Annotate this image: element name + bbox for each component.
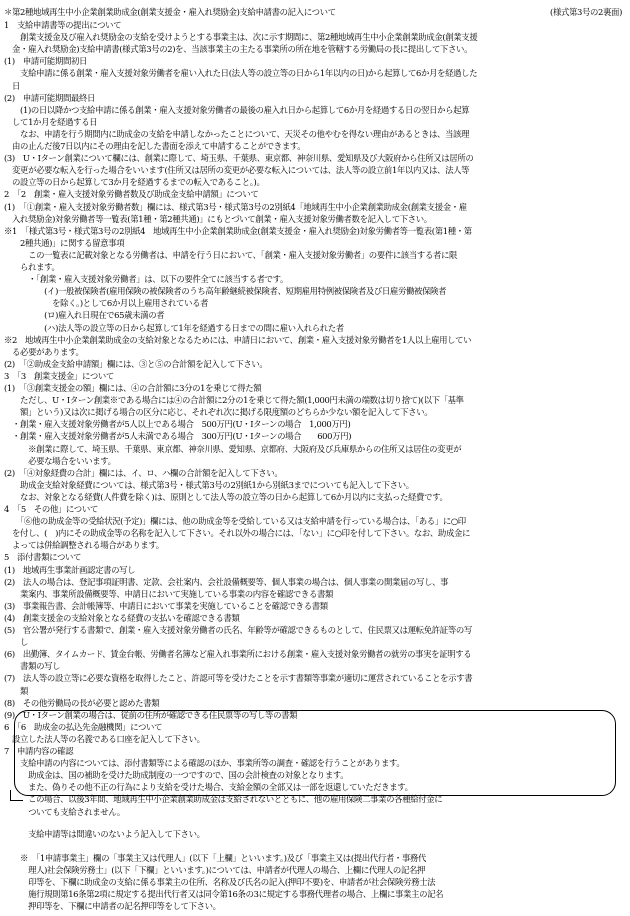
text-line: ・創業・雇入支援対象労働者が5人未満である場合 300万円(U・Iターンの場合 600万円) <box>4 431 352 442</box>
text-line: 業案内、事業所設備概要等、申請日において実施している事業の内容を確認できる書類 <box>4 588 334 599</box>
text-line: (1) 「③創業支援金の額」欄には、④の合計額に3分の1を乗じて得た額 <box>4 383 262 393</box>
text-line: 印等を、下欄に助成金の支給に係る事業主の住所、名称及び氏名の記入(押印不要)を、申請者が社会保険労務士法 <box>4 876 436 887</box>
text-line: ただし、U・Iターン創業※である場合には④の合計額に2分の1を乗じて得た額(1,000円未満の端数は切り捨て)(以下「基準 <box>4 395 464 406</box>
text-line: 由の止んだ後7日以内にその理由を記した書面を添えて申請することができます。 <box>4 141 306 151</box>
text-line: の設立等の日から起算して3か月を経過するまでの転入であること。)。 <box>4 177 265 188</box>
text-line: 類 <box>4 685 29 696</box>
text-line: (イ)一般被保険者(雇用保険の被保険者のうち高年齢継続被保険者、短期雇用特例被保険者及び日雇労働被保険者 <box>4 286 447 297</box>
text-line: 設立した法人等の名義である口座を記入して下さい。 <box>4 733 205 744</box>
text-line: 入れ奨励金)対象労働者等一覧表(第1種・第2種共通)」にもとづいて創業・雇入支援対象労働者数を記入して下さい。 <box>4 213 432 224</box>
text-line: この一覧表に記載対象となる労働者は、申請を行う日において、「創業・雇入支援対象労働者」の要件に該当する者に限 <box>4 249 458 260</box>
text-line: 施行規則第16条第2項に規定する提出代行者又は同令第16条の3に規定する事務代理者の場合、上欄に事業主の記名 <box>4 889 444 899</box>
text-line: 助成金支給対象経費については、様式第3号・様式第3号の2別紙1から別紙3までについても記入して下さい。 <box>4 479 414 490</box>
text-line: 支給申請に係る創業・雇入支援対象労働者を雇い入れた日(法人等の設立等の日から1年以内の日)から起算して6か月を経過した <box>4 68 478 79</box>
text-line: して1か月を経過する日 <box>4 116 98 127</box>
text-line: この場合、以後3年間、地域再生中小企業創業助成金は支給されないとともに、他の雇用保険二事業の各種給付金に <box>4 794 443 805</box>
text-line: 理人)社会保険労務士」(以下「下欄」といいます。)については、申請者が代理人の場合、上欄に代理人の記名押 <box>4 864 426 875</box>
text-line: 2 「2 創業・雇入支援対象労働者数及び助成金支給申請額」について <box>4 189 259 200</box>
text-line: (2) 申請可能期間最終日 <box>4 92 96 103</box>
text-line: られます。 <box>4 262 60 272</box>
text-line: (7) 法人等の設立等に必要な資格を取得したこと、許認可等を受けたことを示す書類等事業が適切に運営されていることを示す書 <box>4 673 473 684</box>
text-line: (4) 創業支援金の支給対象となる経費の支払いを確認できる書類 <box>4 612 240 623</box>
text-line: ・創業・雇入支援対象労働者が5人以上である場合 500万円(U・Iターンの場合 1,000万円) <box>4 419 351 430</box>
text-line: 6 「6 助成金の払込先金融機関」について <box>4 721 163 732</box>
text-line: (6) 出勤簿、タイムカード、賃金台帳、労働者名簿など雇入れ事業所における創業・雇入支援対象労働者の就労の事実を証明する <box>4 649 472 660</box>
text-line: (1) 申請可能期間初日 <box>4 56 88 67</box>
text-line <box>4 841 624 852</box>
text-line: 2種共通)」に関する留意事項 <box>4 237 125 248</box>
text-line: 額」という)又は次に掲げる場合の区分に応じ、それぞれ次に掲げる限度額のどちらか少ない額を記入して下さい。 <box>4 407 433 418</box>
text-line: ※ 「1申請事業主」欄の「事業主又は代理人」(以下「上欄」といいます。)及び「事業主又は(提出代行者・事務代 <box>4 852 426 863</box>
text-line: (2) 「④対象経費の合計」欄には、イ、ロ、ハ欄の合計額を記入して下さい。 <box>4 467 283 478</box>
text-line: 日 <box>4 80 21 91</box>
text-line: (2) 「②助成金支給申請額」欄には、③と⑤の合計額を記入して下さい。 <box>4 358 268 369</box>
text-line: なお、対象となる経費(人件費を除く)は、原則として法人等の設立等の日から起算して6か月以内に支払った経費です。 <box>4 491 448 502</box>
text-line: 助成金は、国の補助を受けた助成制度の一つですので、国の会計検査の対象となります。 <box>4 770 349 781</box>
text-line: よっては併給調整される場合があります。 <box>4 540 164 551</box>
text-line: (8) その他労働局の長が必要と認めた書類 <box>4 697 160 708</box>
text-line: 書類の写し <box>4 661 61 672</box>
text-line: 3 「3 創業支援金」について <box>4 370 114 381</box>
text-line: (1) 地域再生事業計画認定書の写し <box>4 564 136 575</box>
text-line: 金・雇入れ奨励金)支給申請書(様式第3号の2)を、当該事業主の主たる事業所の所在地を管轄する労働局の長に提出して下さい。 <box>4 44 473 55</box>
text-line: を付し、( )内にその助成金等の名称を記入して下さい。それ以外の場合には、「ない」に○印を付して下さい。なお、助成金に <box>4 528 471 539</box>
text-line: 7 申請内容の確認 <box>4 746 74 756</box>
text-line: ※1 「様式第3号・様式第3号の2別紙4 地域再生中小企業創業助成金(創業支援金・雇入れ奨励金)対象労働者等一覧表(第1種・第 <box>4 225 472 236</box>
text-line: 必要な場合をいいます。 <box>4 455 116 466</box>
text-line: (ロ)雇入れ日現在で65歳未満の者 <box>4 310 165 321</box>
text-line: (ハ)法人等の設立等の日から起算して1年を経過する日までの間に雇い入れられた者 <box>4 322 344 333</box>
text-line: 押印等を、下欄に申請者の記名押印等をして下さい。 <box>4 901 221 912</box>
text-line: 支給申請等は間違いのないよう記入して下さい。 <box>4 828 205 839</box>
text-line: し <box>4 637 29 648</box>
text-line: (1)の日以降かつ支給申請に係る創業・雇入支援対象労働者の最後の雇入れ日から起算して6か月を経過する日の翌日から起算 <box>4 104 470 115</box>
document-title: ＊第2種地域再生中小企業創業助成金(創業支援金・雇入れ奨励金)支給申請書の記入について <box>4 7 336 17</box>
text-line: (5) 官公署が発行する書類で、創業・雇入支援対象労働者の氏名、年齢等が確認できるものとして、住民票又は運転免許証等の写 <box>4 625 472 635</box>
form-reference: (様式第3号の2裏面) <box>550 7 622 17</box>
text-line: (9) U・Iターン創業の場合は、従前の住所が確認できる住民票等の写し等の書類 <box>4 709 298 720</box>
text-line: 支給申請の内容については、添付書類等による確認のほか、事業所等の調査・確認を行うことがあります。 <box>4 758 405 769</box>
text-line: る必要があります。 <box>4 346 84 357</box>
text-line: (2) 法人の場合は、登記事項証明書、定款、会社案内、会社設備概要等、個人事業の場合は、個人事業の開業届の写し、事 <box>4 576 449 587</box>
text-line: ※創業に際して、埼玉県、千葉県、東京都、神奈川県、愛知県、京都府、大阪府及び兵庫県からの住所又は居住の変更が <box>4 443 462 454</box>
text-line: 5 添付書類について <box>4 552 82 563</box>
text-line: なお、申請を行う期間内に助成金の支給を申請しなかったことについて、天災その他やむを得ない理由があるときは、当該理 <box>4 128 470 139</box>
text-line: 1 支給申請書等の提出について <box>4 20 122 30</box>
text-line: ※2 地域再生中小企業創業助成金の支給対象となるためには、申請日において、創業・雇入支援対象労働者を1人以上雇用してい <box>4 334 472 345</box>
text-line: また、偽りその他不正の行為により支給を受けた場合、支給金額の全部又は一部を返還していただきます。 <box>4 782 413 793</box>
text-line: (3) U・Iターン創業について欄には、創業に際して、埼玉県、千葉県、東京都、神奈川県、愛知県及び大阪府から住所又は居所の <box>4 153 474 164</box>
text-line: (3) 事業報告書、会計帳簿等、申請日において事業を実施していることを確認できる書類 <box>4 600 328 611</box>
text-line: 変更が必要な転入を行った場合をいいます(住所又は居所の変更が必要な転入については、法人等の設立前1年以内又は、法人等 <box>4 165 470 176</box>
text-line: を除く。)として6か月以上雇用されている者 <box>4 298 209 309</box>
text-line: 創業支援金及び雇入れ奨励金の支給を受けようとする事業主は、次に示す期間に、第2種地域再生中小企業創業助成金(創業支援 <box>4 32 478 43</box>
text-line: (1) 「①創業・雇入支援対象労働者数」欄には、様式第3号・様式第3号の2別紙4「地域再生中小企業創業助成金(創業支援金・雇 <box>4 201 467 212</box>
text-line: ・「創業・雇入支援対象労働者」は、以下の要件全てに該当する者です。 <box>4 274 289 285</box>
text-line: 「⑥他の助成金等の受給状況(予定)」欄には、他の助成金等を受給している又は支給申請を行っている場合は、「ある」に○印 <box>4 516 466 527</box>
text-line: 4 「5 その他」について <box>4 504 98 514</box>
text-line: ついても支給されません。 <box>4 806 125 817</box>
